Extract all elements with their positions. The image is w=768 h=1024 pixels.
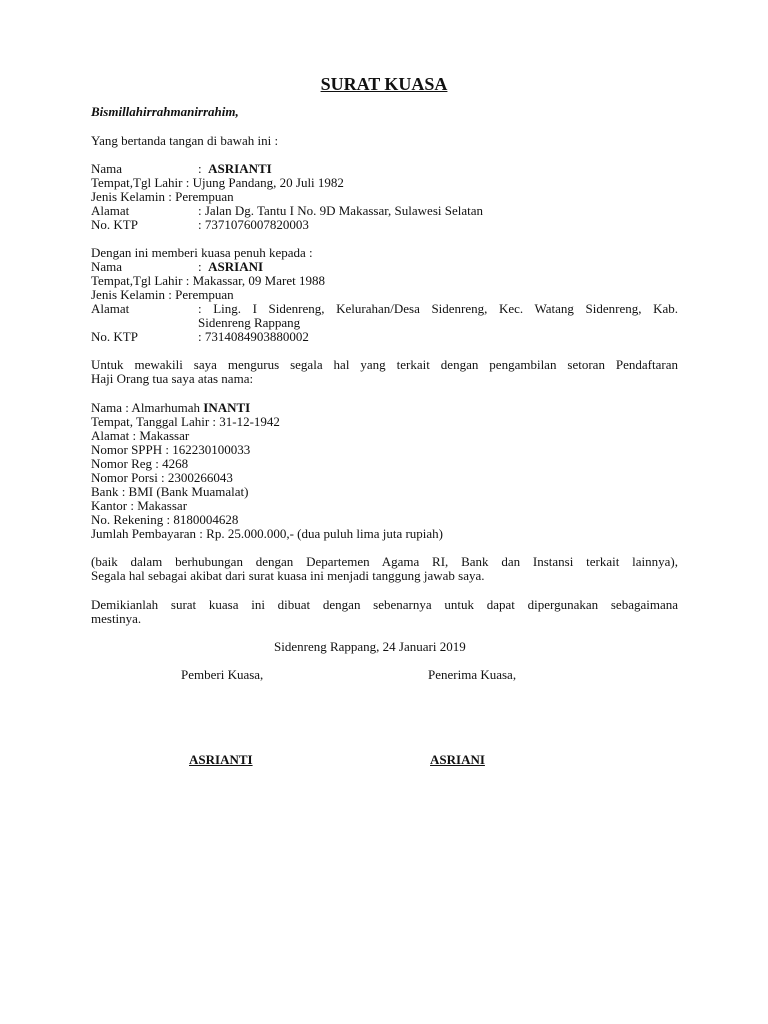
- receiver-signature-name: ASRIANI: [430, 752, 485, 767]
- opening-greeting: Bismillahirrahmanirrahim,: [91, 104, 239, 119]
- grantor-gender: Jenis Kelamin : Perempuan: [91, 189, 234, 204]
- deceased-payment: Jumlah Pembayaran : Rp. 25.000.000,- (dua puluh lima juta rupiah): [91, 526, 444, 541]
- note-line-2: Segala hal sebagai akibat dari surat kuasa ini menjadi tanggung jawab saya.: [91, 568, 485, 583]
- grantor-address-label: Alamat: [91, 203, 130, 218]
- deceased-bank: Bank : BMI (Bank Muamalat): [91, 484, 249, 499]
- grantee-name: : ASRIANI: [198, 259, 264, 274]
- deceased-reg: Nomor Reg : 4268: [91, 456, 189, 471]
- grantor-ktp-label: No. KTP: [91, 217, 138, 232]
- grantor-address: : Jalan Dg. Tantu I No. 9D Makassar, Sulawesi Selatan: [198, 203, 483, 218]
- deceased-address: Alamat : Makassar: [91, 428, 190, 443]
- place-date: Sidenreng Rappang, 24 Januari 2019: [274, 639, 466, 654]
- grantee-ktp: : 7314084903880002: [198, 329, 309, 344]
- grant-intro: Dengan ini memberi kuasa penuh kepada :: [91, 245, 313, 260]
- grantee-address-line-2: Sidenreng Rappang: [198, 315, 301, 330]
- grantor-name: : ASRIANTI: [198, 161, 272, 176]
- deceased-birth: Tempat, Tanggal Lahir : 31-12-1942: [91, 414, 280, 429]
- intro-line: Yang bertanda tangan di bawah ini :: [91, 133, 279, 148]
- deceased-porsi: Nomor Porsi : 2300266043: [91, 470, 233, 485]
- document-title: SURAT KUASA: [320, 74, 448, 94]
- deceased-name: Nama : Almarhumah INANTI: [91, 400, 251, 415]
- grantee-name-label: Nama: [91, 259, 123, 274]
- grantee-birth: Tempat,Tgl Lahir : Makassar, 09 Maret 1988: [91, 273, 325, 288]
- giver-signature-name: ASRIANTI: [189, 752, 253, 767]
- giver-label: Pemberi Kuasa,: [181, 667, 264, 682]
- receiver-label: Penerima Kuasa,: [428, 667, 517, 682]
- deceased-spph: Nomor SPPH : 162230100033: [91, 442, 251, 457]
- grantee-address-line-1: : Ling. I Sidenreng, Kelurahan/Desa Sidenreng, Kec. Watang Sidenreng, Kab.: [198, 301, 678, 316]
- grantor-name-label: Nama: [91, 161, 123, 176]
- grantee-ktp-label: No. KTP: [91, 329, 138, 344]
- grantee-address-label: Alamat: [91, 301, 130, 316]
- closing-line-1: Demikianlah surat kuasa ini dibuat dengan sebenarnya untuk dapat dipergunakan sebagaimana: [91, 597, 678, 612]
- deceased-account: No. Rekening : 8180004628: [91, 512, 239, 527]
- grantee-gender: Jenis Kelamin : Perempuan: [91, 287, 234, 302]
- purpose-line-2: Haji Orang tua saya atas nama:: [91, 371, 254, 386]
- purpose-line-1: Untuk mewakili saya mengurus segala hal yang terkait dengan pengambilan setoran Pendaftaran: [91, 357, 678, 372]
- grantor-birth: Tempat,Tgl Lahir : Ujung Pandang, 20 Juli 1982: [91, 175, 344, 190]
- deceased-office: Kantor : Makassar: [91, 498, 188, 513]
- grantor-ktp: : 7371076007820003: [198, 217, 309, 232]
- closing-line-2: mestinya.: [91, 611, 142, 626]
- note-line-1: (baik dalam berhubungan dengan Departemen Agama RI, Bank dan Instansi terkait lainnya),: [91, 554, 678, 569]
